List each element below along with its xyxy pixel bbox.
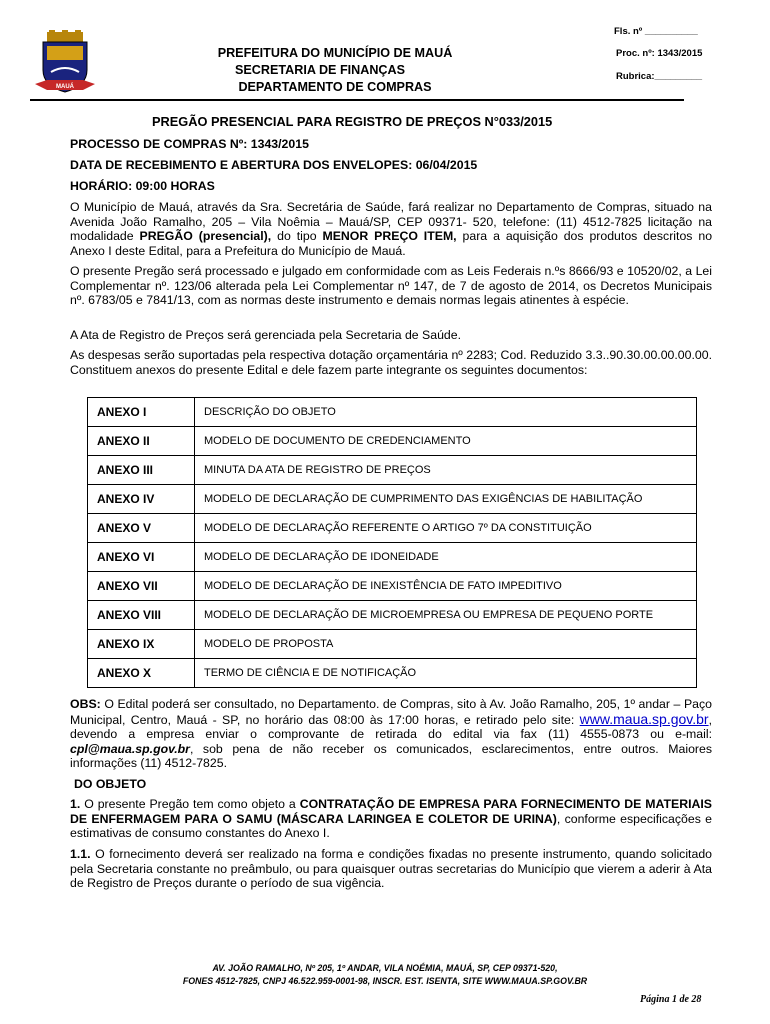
table-row <box>88 572 697 601</box>
table-row <box>88 456 697 485</box>
annex-desc: MODELO DE DECLARAÇÃO REFERENTE O ARTIGO 7º DA CONSTITUIÇÃO <box>195 514 697 543</box>
intro-bold-pregao: PREGÃO (presencial), <box>139 229 272 244</box>
annex-id: ANEXO V <box>88 514 195 543</box>
objeto-text-c: , conforme especificações e estimativas de consumo constantes do Anexo I. <box>70 811 713 841</box>
paragraph-despesas: As despesas serão suportadas pela respectiva dotação orçamentária nº 2283; Cod. Reduzido 3.3..90.30.00.00.00.00. Constituem anexos do presente Edital e dele fazem parte integrante os seguintes documentos: <box>70 348 712 377</box>
annex-id: ANEXO VIII <box>88 601 195 630</box>
annex-id: ANEXO III <box>88 456 195 485</box>
obs-text-a: O Edital poderá ser consultado, no Departamento. de Compras, sito à Av. João Ramalho, 205, 1º andar – Paço Municipal, Centro, Mauá - SP, no horário das 08:00 às 17:00 horas, e retirado pelo site: <box>70 697 712 727</box>
item-number: 1.1. <box>70 847 91 861</box>
process-number: Proc. nº: 1343/2015 <box>616 48 703 59</box>
annex-desc: TERMO DE CIÊNCIA E DE NOTIFICAÇÃO <box>195 659 697 688</box>
paragraph-intro <box>70 200 712 258</box>
obs-text-c: , sob pena de não receber os comunicados, esclarecimentos, entre outros. Maiores informações (11) 4512-7825. <box>70 741 712 771</box>
rubrica: Rubrica:_________ <box>616 71 703 82</box>
municipal-crest-logo <box>33 30 97 98</box>
annex-desc: DESCRIÇÃO DO OBJETO <box>195 398 697 427</box>
objeto-bold-text: CONTRATAÇÃO DE EMPRESA PARA FORNECIMENTO DE MATERIAIS DE ENFERMAGEM PARA O SAMU (MÁSCARA LARINGEA E COLETOR DE URINA) <box>70 797 713 826</box>
paragraph-legal: O presente Pregão será processado e julgado em conformidade com as Leis Federais n.ºs 8666/93 e 10520/02, a Lei Complementar nº. 123/06 alterada pela Lei Complementar nº 147, de 7 de agosto de 2014, os Decretos Municipais nº. 6783/05 e 7841/13, com as normas deste instrumento e demais normas legais atinentes à espécie. <box>70 264 712 308</box>
footer-address: AV. JOÃO RAMALHO, Nº 205, 1º ANDAR, VILA NOÉMIA, MAUÁ, SP, CEP 09371-520, <box>212 963 558 973</box>
annex-table <box>87 397 697 688</box>
horario-line: HORÁRIO: 09:00 HORAS <box>70 179 215 193</box>
obs-label: OBS: <box>70 697 101 711</box>
paragraph-ata: A Ata de Registro de Preços será gerenciada pela Secretaria de Saúde. <box>70 328 462 342</box>
annex-desc: MODELO DE DECLARAÇÃO DE IDONEIDADE <box>195 543 697 572</box>
header-department: DEPARTAMENTO DE COMPRAS <box>238 80 432 94</box>
processo-value: 1343/2015 <box>247 137 309 151</box>
obs-text-b: , devendo a empresa enviar o comprovante de retirada do edital via fax (11) 4555-0873 ou e-mail: <box>70 712 712 742</box>
table-row <box>88 398 697 427</box>
annex-desc: MODELO DE DOCUMENTO DE CREDENCIAMENTO <box>195 427 697 456</box>
email-link[interactable]: cpl@maua.sp.gov.br <box>70 741 190 756</box>
table-row <box>88 514 697 543</box>
data-line: DATA DE RECEBIMENTO E ABERTURA DOS ENVELOPES: 06/04/2015 <box>70 158 478 172</box>
intro-text-d: para a aquisição dos produtos descritos no Anexo I deste Edital, para a Prefeitura do Município de Mauá. <box>70 229 713 258</box>
annex-id: ANEXO IV <box>88 485 195 514</box>
objeto-text-a: O presente Pregão tem como objeto a <box>80 797 300 811</box>
intro-bold-menor-preco: MENOR PREÇO ITEM, <box>322 229 457 244</box>
processo-label: PROCESSO DE COMPRAS Nº: <box>70 137 248 151</box>
objeto-1-1-text: O fornecimento deverá ser realizado na forma e condições fixadas no presente instrumento, quando solicitado pela Secretaria constante no preâmbulo, ou para quaisquer outras secretarias do Município que vierem a aderir à Ata de Registro de Preços durante o período de sua vigência. <box>70 847 712 891</box>
annex-desc: MODELO DE DECLARAÇÃO DE INEXISTÊNCIA DE FATO IMPEDITIVO <box>195 572 697 601</box>
annex-id: ANEXO I <box>88 398 195 427</box>
intro-text-a: O Município de Mauá, através da Sra. Secretária de Saúde, fará realizar no Departamento de Compras, situado na Avenida João Ramalho, 205 – Vila Noêmia – Mauá/SP, CEP 09371- 520, telefone: (11) 4512-7825 licitação na modalidade <box>70 200 712 244</box>
item-number: 1. <box>70 797 81 811</box>
annex-id: ANEXO X <box>88 659 195 688</box>
table-row <box>88 659 697 688</box>
processo-line <box>70 137 712 152</box>
annex-desc: MODELO DE PROPOSTA <box>195 630 697 659</box>
table-row <box>88 427 697 456</box>
annex-desc: MINUTA DA ATA DE REGISTRO DE PREÇOS <box>195 456 697 485</box>
table-row <box>88 543 697 572</box>
page-number: Página 1 de 28 <box>640 994 702 1005</box>
annex-id: ANEXO VI <box>88 543 195 572</box>
crest-text: MAUÁ <box>56 84 74 90</box>
table-row <box>88 630 697 659</box>
paragraph-objeto-1 <box>70 797 712 841</box>
table-row <box>88 601 697 630</box>
annex-desc: MODELO DE DECLARAÇÃO DE MICROEMPRESA OU EMPRESA DE PEQUENO PORTE <box>195 601 697 630</box>
paragraph-objeto-1-1 <box>70 847 712 891</box>
header-municipality: PREFEITURA DO MUNICÍPIO DE MAUÁ <box>217 46 453 60</box>
annex-id: ANEXO VII <box>88 572 195 601</box>
footer-contacts: FONES 4512-7825, CNPJ 46.522.959-0001-98, INSCR. EST. ISENTA, SITE WWW.MAUA.SP.GOV.BR <box>182 976 588 986</box>
annex-desc: MODELO DE DECLARAÇÃO DE CUMPRIMENTO DAS EXIGÊNCIAS DE HABILITAÇÃO <box>195 485 697 514</box>
annex-id: ANEXO II <box>88 427 195 456</box>
document-title: PREGÃO PRESENCIAL PARA REGISTRO DE PREÇOS N°033/2015 <box>152 114 553 129</box>
table-row <box>88 485 697 514</box>
objeto-heading: DO OBJETO <box>74 777 147 791</box>
paragraph-obs <box>70 697 712 771</box>
header-divider <box>30 99 684 101</box>
site-link[interactable]: www.maua.sp.gov.br <box>579 710 709 727</box>
header-secretariat: SECRETARIA DE FINANÇAS <box>234 63 406 77</box>
annex-id: ANEXO IX <box>88 630 195 659</box>
fls-number: Fls. nº __________ <box>614 26 698 37</box>
intro-text-c: do tipo <box>271 229 323 244</box>
